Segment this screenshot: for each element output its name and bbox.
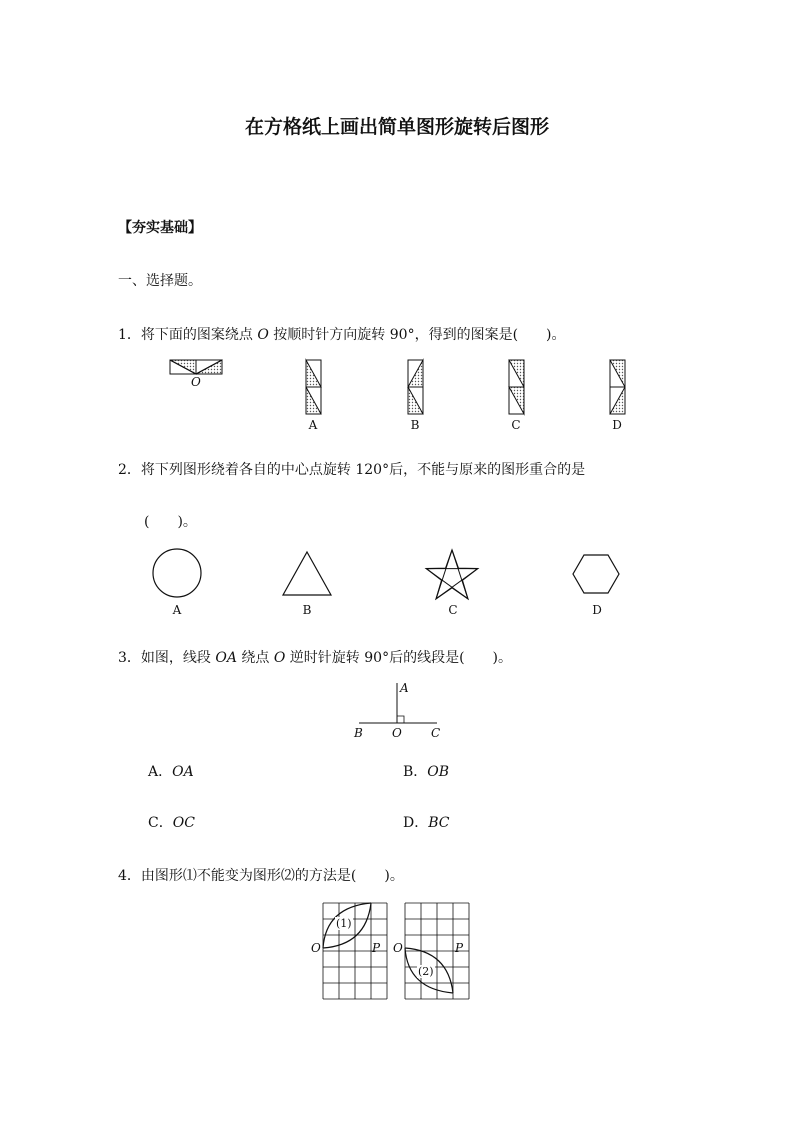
q1-option-b-figure[interactable]: [408, 360, 423, 414]
q1-number: 1．: [118, 327, 141, 343]
q3-right-angle-mark: [397, 716, 404, 723]
question-2: [118, 459, 585, 479]
q4-fig1-label: (1): [336, 917, 352, 930]
q1-label-c: C: [511, 418, 521, 432]
q3-label-b: B: [354, 726, 363, 740]
q3-option-d-value: BC: [428, 815, 450, 831]
q1-original-pattern: [170, 360, 222, 374]
q1-option-c-figure[interactable]: [509, 360, 524, 414]
q3-number: 3．: [118, 650, 141, 666]
q3-option-b[interactable]: [403, 761, 449, 781]
page-title: 在方格纸上画出简单图形旋转后图形: [244, 116, 549, 138]
question-1: [118, 324, 566, 344]
q3-segment: OA: [215, 650, 237, 666]
q3-option-a-value: OA: [172, 764, 194, 780]
q1-option-a-figure[interactable]: [306, 360, 321, 414]
q2-number: 2．: [118, 462, 141, 478]
q4-label-o-2: O: [393, 941, 403, 955]
q2-label-a: A: [172, 603, 182, 617]
q1-label-b: B: [410, 418, 420, 432]
q1-option-d-figure[interactable]: [610, 360, 625, 414]
q1-text-a: 将下面的图案绕点: [140, 327, 258, 343]
q4-number: 4．: [118, 868, 141, 884]
q3-option-d[interactable]: [403, 812, 450, 832]
q1-text-b: 按顺时针方向旋转 90°，得到的图案是( )。: [268, 327, 566, 343]
q2-text: 将下列图形绕着各自的中心点旋转 120°后，不能与原来的图形重合的是: [140, 462, 586, 478]
q4-label-o-1: O: [311, 941, 321, 955]
q4-label-p-1: P: [372, 941, 381, 955]
q4-fig2-label: (2): [418, 965, 434, 978]
part-heading: 一、选择题。: [118, 273, 202, 289]
q3-option-a-key: A．: [148, 764, 173, 780]
q4-figure: [300, 895, 470, 1000]
q3-label-a: A: [400, 681, 409, 695]
q3-option-d-key: D．: [403, 815, 429, 831]
q2-circle-shape[interactable]: [153, 549, 201, 597]
q2-star-lines: [426, 550, 477, 599]
q3-option-b-value: OB: [427, 764, 450, 780]
q1-figure: [0, 350, 794, 440]
q3-option-c[interactable]: [148, 812, 195, 832]
q2-label-d: D: [592, 603, 602, 617]
q2-label-b: B: [302, 603, 312, 617]
q1-label-a: A: [308, 418, 318, 432]
q4-label-p-2: P: [455, 941, 464, 955]
q3-text-a: 如图，线段: [140, 650, 216, 666]
q2-hexagon-shape[interactable]: [573, 555, 619, 593]
q3-option-c-value: OC: [172, 815, 195, 831]
q3-option-c-key: C．: [148, 815, 173, 831]
q2-triangle-shape[interactable]: [283, 552, 331, 595]
q3-text-b: 绕点: [236, 650, 274, 666]
q4-fig1-number: 1: [340, 917, 348, 930]
q3-label-o: O: [392, 726, 402, 740]
question-4: [118, 865, 404, 885]
q2-answer-blank: ( )。: [144, 514, 197, 530]
q4-text: 由图形⑴不能变为图形⑵的方法是( )。: [140, 868, 404, 884]
q1-point: O: [257, 327, 269, 343]
section-heading: 【夯实基础】: [118, 220, 202, 236]
q3-option-b-key: B．: [403, 764, 428, 780]
q1-label-d: D: [612, 418, 622, 432]
q3-label-c: C: [431, 726, 441, 740]
q3-option-a[interactable]: [148, 761, 194, 781]
question-3: [118, 647, 512, 667]
q3-point: O: [273, 650, 286, 666]
q2-label-c: C: [448, 603, 458, 617]
q2-figure: [0, 540, 794, 610]
q4-fig2-number: 2: [422, 965, 430, 978]
q3-text-c: 逆时针旋转 90°后的线段是( )。: [285, 650, 512, 666]
q1-origin-label: O: [191, 375, 201, 389]
